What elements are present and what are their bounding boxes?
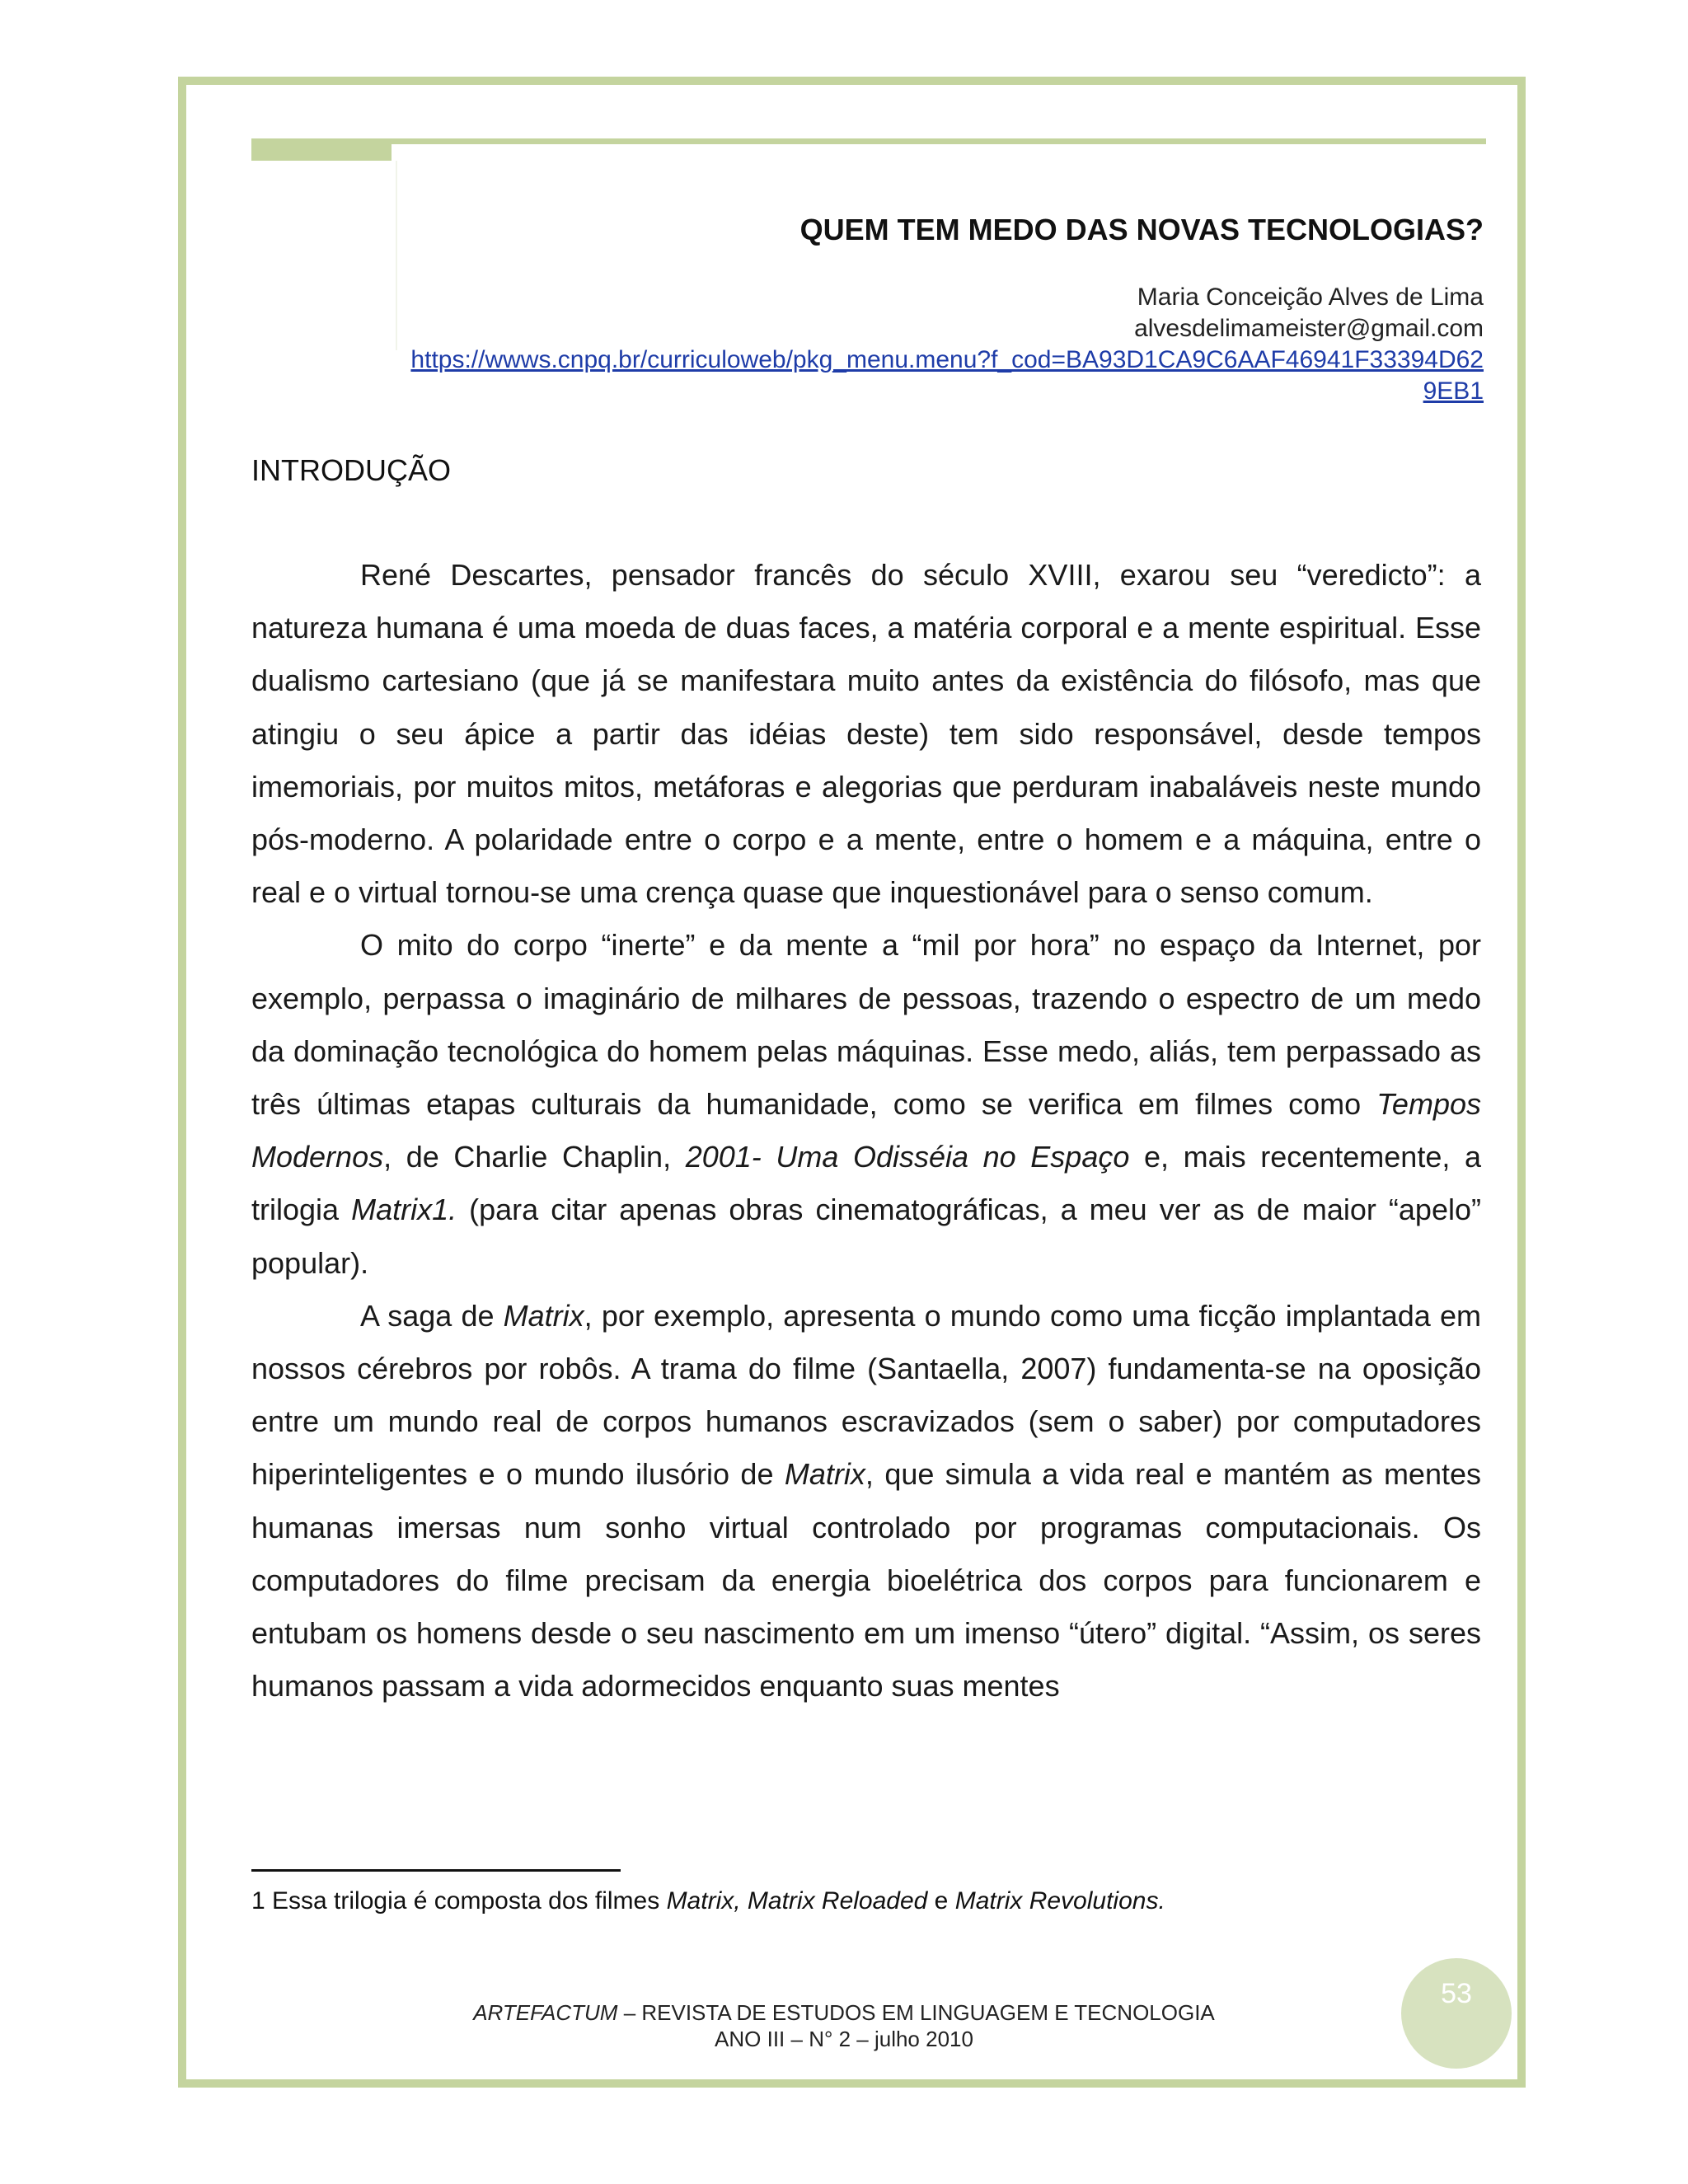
paragraph-2	[251, 919, 1481, 1289]
paragraph-3	[251, 1290, 1481, 1713]
footnote-1	[251, 1887, 1165, 1915]
author-url-line-2: 9EB1	[1423, 377, 1484, 405]
journal-name	[440, 1999, 1248, 2026]
film-title-tempos-modernos: Tempos Modernos	[251, 1087, 1481, 1174]
header-accent-shadow	[396, 161, 397, 350]
film-title-2001: 2001- Uma Odisséia no Espaço	[685, 1140, 1130, 1174]
author-curriculum-link[interactable]	[346, 344, 1484, 407]
journal-footer	[440, 1999, 1248, 2052]
footnote-films: Matrix, Matrix Reloaded	[666, 1887, 928, 1915]
paragraph-3-text-b: , por exemplo, apresenta o mundo como uma ficção implantada em nossos cérebros por robôs. A trama do filme (Santaella, 2007) fundamenta-se na oposição entre um mundo real de corpos humanos escravizados (sem o saber) por computadores hiperinteligentes e o mundo ilusório de	[251, 1298, 1481, 1492]
paragraph-2-text-a: O mito do corpo “inerte” e da mente a “mil por hora” no espaço da Internet, por exemplo, perpassa o imaginário de milhares de pessoas, trazendo o espectro de um medo da dominação tecnológica do homem pelas máquinas. Esse medo, aliás, tem perpassado as três últimas etapas culturais da humanidade, como se verifica em filmes como	[251, 928, 1481, 1122]
paragraph-3-text-c: , que simula a vida real e mantém as mentes humanas imersas num sonho virtual controlado por programas computacionais. Os computadores do filme precisam da energia bioelétrica dos corpos para funcionarem e entubam os homens desde o seu nascimento em um imenso “útero” digital. “Assim, os seres humanos passam a vida adormecidos enquanto suas mentes	[251, 1457, 1482, 1704]
author-email: alvesdelimameister@gmail.com	[1134, 315, 1484, 342]
header-accent-block	[251, 138, 392, 161]
journal-name-rest: – REVISTA DE ESTUDOS EM LINGUAGEM E TECNOLOGIA	[617, 2000, 1215, 2025]
paragraph-3-text-a: A saga de	[360, 1298, 504, 1333]
article-title: QUEM TEM MEDO DAS NOVAS TECNOLOGIAS?	[799, 213, 1484, 246]
footnote-middle: e	[927, 1887, 955, 1915]
author-block	[495, 282, 1484, 344]
journal-name-italic: ARTEFACTUM	[473, 2000, 618, 2025]
film-title-matrix-1: Matrix	[503, 1298, 584, 1333]
footnote-separator	[251, 1869, 621, 1872]
footnote-last-film: Matrix Revolutions.	[954, 1887, 1165, 1915]
footnote-prefix: 1 Essa trilogia é composta dos filmes	[251, 1887, 667, 1915]
paragraph-2-text-c: e, mais recentemente, a trilogia	[251, 1140, 1481, 1227]
article-body	[251, 549, 1481, 1713]
author-url-line-1: https://wwws.cnpq.br/curriculoweb/pkg_menu.menu?f_cod=BA93D1CA9C6AAF46941F33394D62	[410, 346, 1484, 373]
page-number: 53	[1441, 1978, 1472, 2009]
page-number-badge	[1401, 1958, 1512, 2069]
header-accent-line	[392, 138, 1486, 144]
section-heading: INTRODUÇÃO	[251, 453, 451, 487]
film-title-matrix-footnote-ref: Matrix1.	[351, 1193, 457, 1227]
film-title-matrix-2: Matrix	[784, 1457, 865, 1492]
paragraph-1: René Descartes, pensador francês do século XVIII, exarou seu “veredicto”: a natureza humana é uma moeda de duas faces, a matéria corporal e a mente espiritual. Esse dualismo cartesiano (que já se manifestara muito antes da existência do filósofo, mas que atingiu o seu ápice a partir das idéias deste) tem sido responsável, desde tempos imemoriais, por muitos mitos, metáforas e alegorias que perduram inabaláveis neste mundo pós-moderno. A polaridade entre o corpo e a mente, entre o homem e a máquina, entre o real e o virtual tornou-se uma crença quase que inquestionável para o senso comum.	[251, 558, 1481, 910]
paragraph-2-text-d: (para citar apenas obras cinematográficas, a meu ver as de maior “apelo” popular).	[251, 1193, 1481, 1280]
paragraph-2-text-b: , de Charlie Chaplin,	[383, 1140, 686, 1174]
journal-issue: ANO III – N° 2 – julho 2010	[715, 2027, 973, 2051]
author-name: Maria Conceição Alves de Lima	[1137, 284, 1484, 311]
